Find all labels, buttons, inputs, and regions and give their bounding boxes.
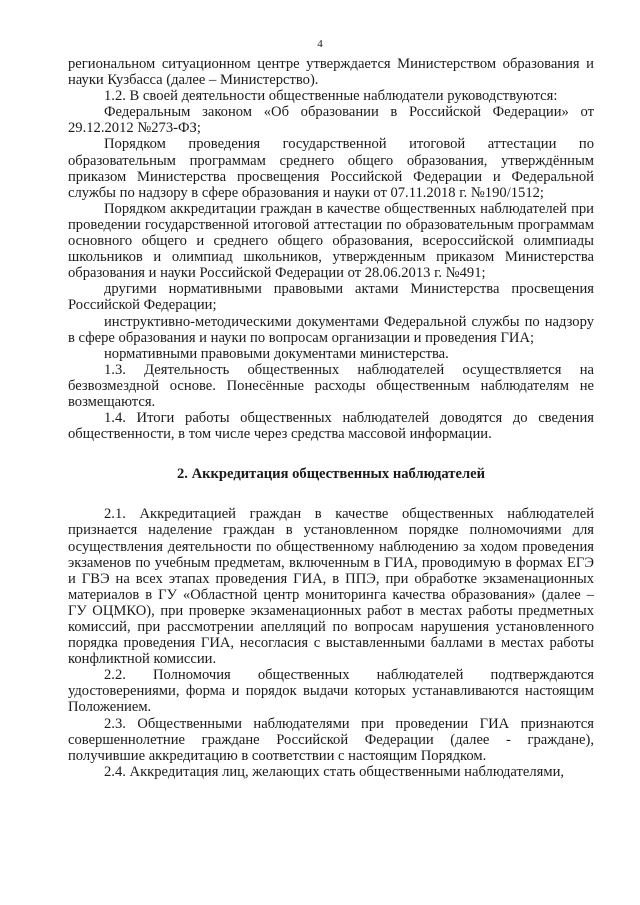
paragraph: региональном ситуационном центре утверждается Министерством образования и науки Кузбасса (далее – Министерство). xyxy=(68,56,594,89)
paragraph: Порядком проведения государственной итоговой аттестации по образовательным программам среднего общего образования, утверждённым приказом Министерства просвещения Российской Федерации и Федеральной службы по надзору в сфере образования и науки от 07.11.2018 г. №190/1512; xyxy=(68,136,594,201)
paragraph: 2.2. Полномочия общественных наблюдателей подтверждаются удостоверениями, форма и порядок выдачи которых устанавливаются настоящим Положением. xyxy=(68,667,594,716)
paragraph: 1.4. Итоги работы общественных наблюдателей доводятся до сведения общественности, в том числе через средства массовой информации. xyxy=(68,410,594,443)
paragraph: 2.4. Аккредитация лиц, желающих стать общественными наблюдателями, xyxy=(104,763,565,780)
document-body xyxy=(68,56,594,780)
section-heading: 2. Аккредитация общественных наблюдателей xyxy=(176,466,486,483)
paragraph: Федеральным законом «Об образовании в Российской Федерации» от 29.12.2012 №273-ФЗ; xyxy=(68,104,594,137)
page-number: 4 xyxy=(317,38,323,50)
paragraph: другими нормативными правовыми актами Министерства просвещения Российской Федерации; xyxy=(68,281,594,314)
paragraph: нормативными правовыми документами министерства. xyxy=(104,345,449,362)
paragraph: инструктивно-методическими документами Федеральной службы по надзору в сфере образования и науки по вопросам организации и проведения ГИА; xyxy=(68,313,594,346)
paragraph: 2.1. Аккредитацией граждан в качестве общественных наблюдателей признается наделение граждан в установленном порядке полномочиями для осуществления деятельности по общественному наблюдению за ходом проведения экзаменов по учебным предметам, включенным в ГИА, проводимую в формах ЕГЭ и ГВЭ на всех этапах проведения ГИА, в ППЭ, при обработке экзаменационных материалов в ГУ «Областной центр мониторинга качества образования» (далее – ГУ ОЦМКО), при проверке экзаменационных работ в местах работы предметных комиссий, при рассмотрении апелляций по вопросам нарушения установленного порядка проведения ГИА, несогласия с выставленными баллами в местах работы конфликтной комиссии. xyxy=(68,506,594,668)
paragraph: 1.3. Деятельность общественных наблюдателей осуществляется на безвозмездной основе. Понесённые расходы общественным наблюдателям не возмещаются. xyxy=(68,361,594,410)
paragraph: Порядком аккредитации граждан в качестве общественных наблюдателей при проведении государственной итоговой аттестации по образовательным программам основного общего и среднего общего образования, всероссийской олимпиады школьников и олимпиад школьников, утвержденным приказом Министерства образования и науки Российской Федерации от 28.06.2013 г. №491; xyxy=(68,200,594,282)
paragraph: 2.3. Общественными наблюдателями при проведении ГИА признаются совершеннолетние граждане Российской Федерации (далее - граждане), получившие аккредитацию в соответствии с настоящим Порядком. xyxy=(68,715,594,764)
paragraph: 1.2. В своей деятельности общественные наблюдатели руководствуются: xyxy=(104,88,558,105)
